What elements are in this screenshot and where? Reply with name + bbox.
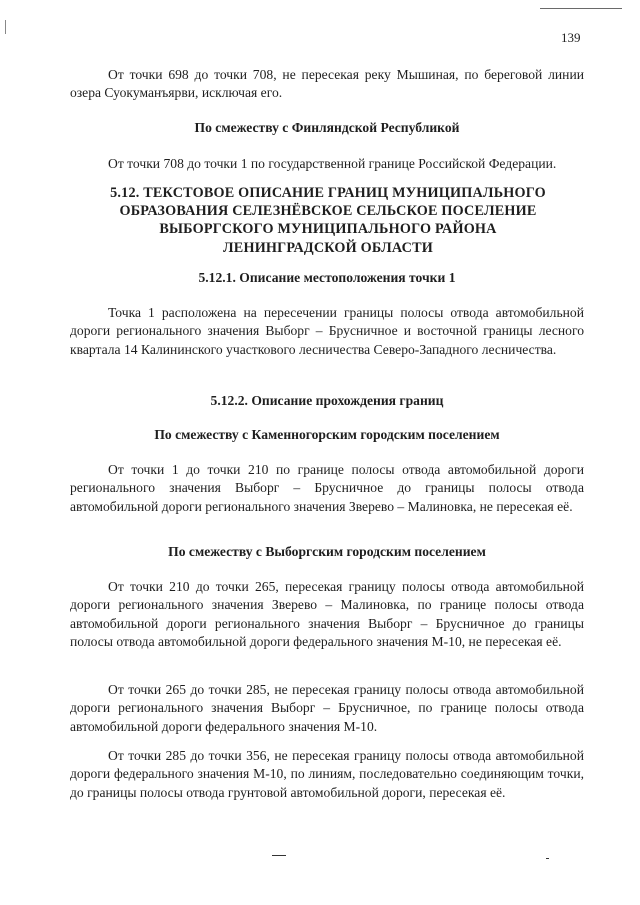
paragraph-point-1-location: Точка 1 расположена на пересечении границы полосы отвода автомобильной дороги регионального значения Выборг – Брусничное и восточной границы лесного квартала 14 Калининского участкового лесничества Северо-Западного лесничества. [70, 305, 584, 357]
paragraph-point-708-1: От точки 708 до точки 1 по государственной границе Российской Федерации. [108, 156, 557, 171]
paragraph-point-285-356: От точки 285 до точки 356, не пересекая границу полосы отвода автомобильной дороги федерального значения М-10, по линиям, последовательно соединяющим точки, до границы полосы отвода грунтовой автомобильной дороги, пересекая её. [70, 748, 584, 800]
scan-speck [546, 858, 549, 859]
heading-finland-border: По смежеству с Финляндской Республикой [194, 120, 460, 135]
paragraph-point-698-708: От точки 698 до точки 708, не пересекая реку Мышиная, по береговой линии озера Суокуманъярви, исключая его. [70, 67, 584, 101]
subsection-boundaries-title: 5.12.2. Описание прохождения границ [210, 393, 444, 408]
section-title: 5.12. ТЕКСТОВОЕ ОПИСАНИЕ ГРАНИЦ МУНИЦИПАЛЬНОГО ОБРАЗОВАНИЯ СЕЛЕЗНЁВСКОЕ СЕЛЬСКОЕ ПОСЕЛЕНИЕ ВЫБОРГСКОГО МУНИЦИПАЛЬНОГО РАЙОНА ЛЕНИНГРАДСКОЙ ОБЛАСТИ [110, 185, 546, 256]
scan-edge-mark [5, 20, 6, 34]
subsection-point-1-title: 5.12.1. Описание местоположения точки 1 [198, 270, 456, 285]
paragraph-point-265-285: От точки 265 до точки 285, не пересекая границу полосы отвода автомобильной дороги регионального значения Выборг – Брусничное, по границе полосы отвода автомобильной дороги федерального значения М-10. [70, 682, 584, 734]
paragraph-point-1-210: От точки 1 до точки 210 по границе полосы отвода автомобильной дороги регионального значения Выборг – Брусничное до границы полосы отвода автомобильной дороги регионального значения Зверево – Малиновка, не пересекая её. [70, 462, 584, 514]
heading-vyborg: По смежеству с Выборгским городским поселением [168, 544, 486, 559]
scan-artifact-line [540, 8, 622, 9]
paragraph-point-210-265: От точки 210 до точки 265, пересекая границу полосы отвода автомобильной дороги регионального значения Зверево – Малиновка, по границе полосы отвода автомобильной дороги регионального значения Выборг – Брусничное до границы полосы отвода автомобильной дороги федерального значения М-10, не пересекая её. [70, 579, 584, 650]
heading-kamennogorsk: По смежеству с Каменногорским городским поселением [154, 427, 500, 442]
scan-speck [272, 855, 286, 856]
page-number: 139 [561, 30, 581, 45]
